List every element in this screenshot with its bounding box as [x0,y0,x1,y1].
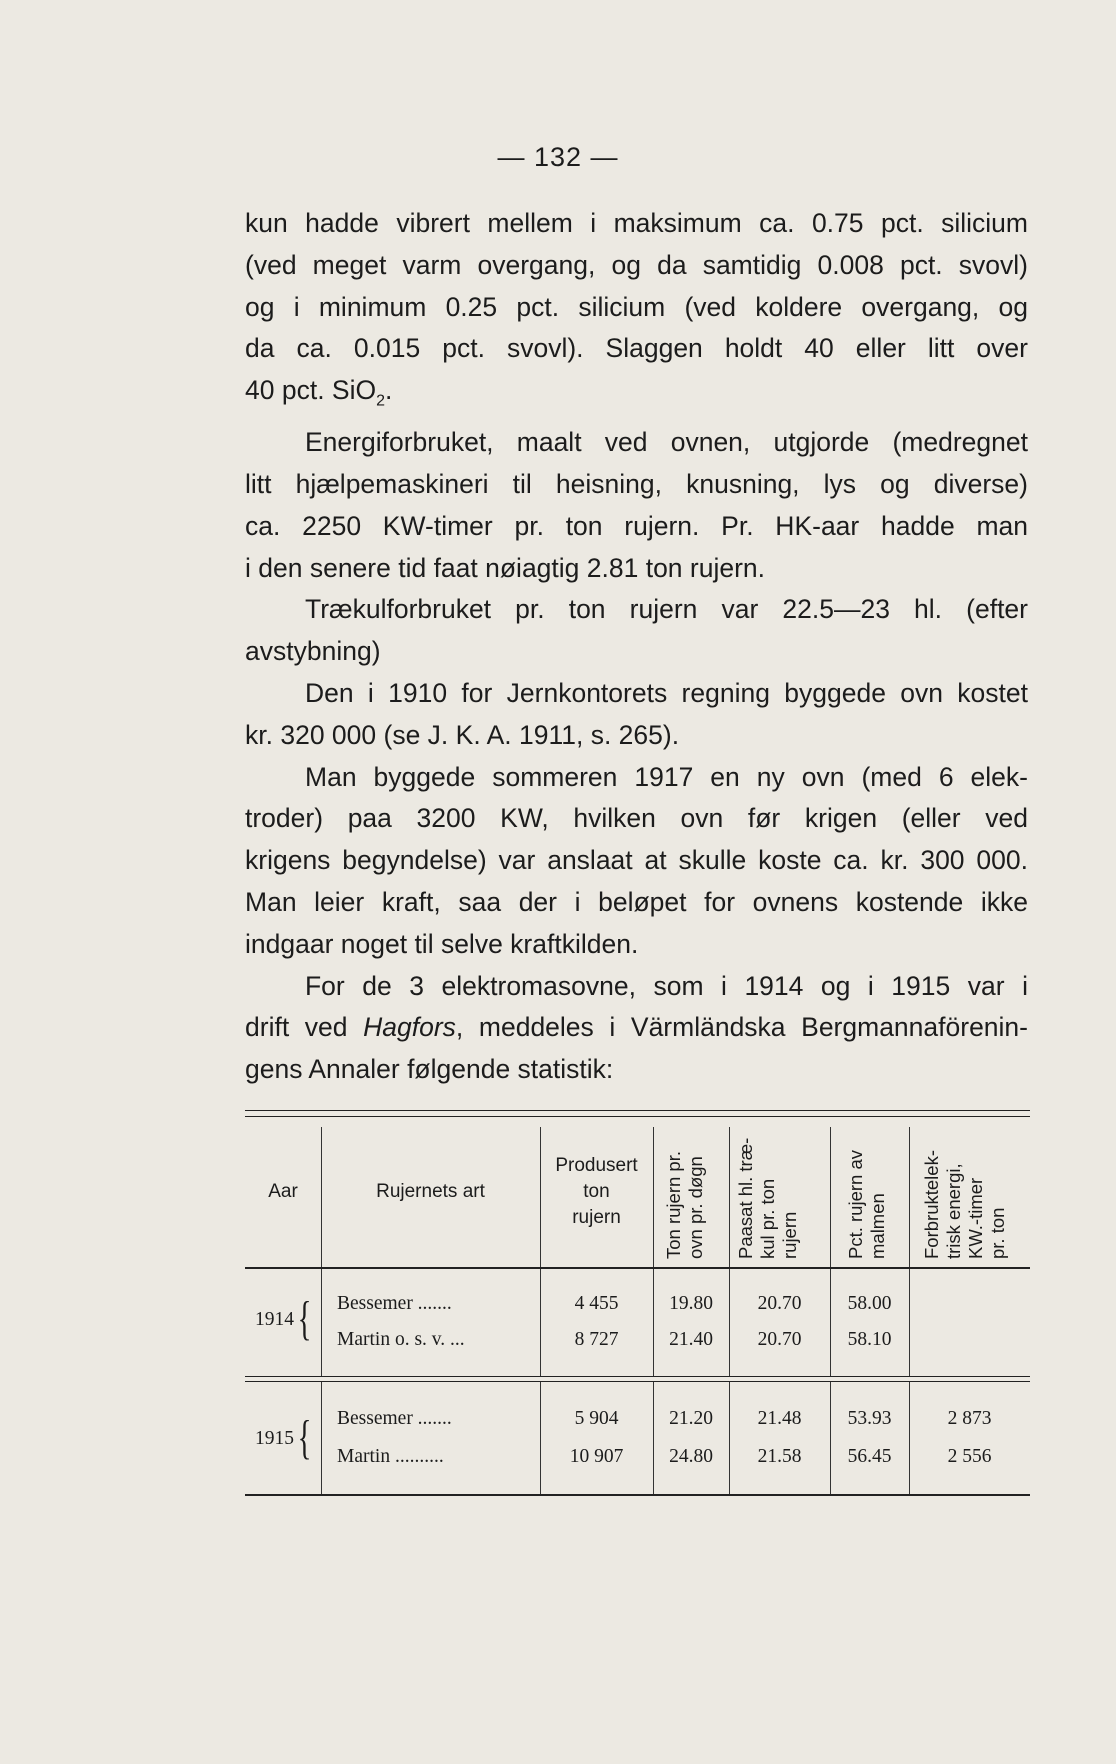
table-group-1914 [245,1269,1030,1377]
paragraph-6 [245,966,1028,1091]
text-line: avstybning) [245,636,381,667]
header-line: ovn pr. døgn [685,1156,706,1259]
text-line: i den senere tid faat nøiagtig 2.81 ton rujern. [245,552,766,583]
cell-traekul: 21.48 [757,1408,802,1429]
paragraph-1 [245,203,1028,422]
cell-art: Bessemer ....... [337,1408,452,1429]
column-divider [729,1269,730,1376]
cell-traekul: 21.58 [757,1446,802,1467]
header-line: Forbruktelek- [921,1150,942,1259]
text-line: Man byggede sommeren 1917 en ny ovn (med 6 elek- [305,761,1028,792]
header-line: Paasat hl. træ- [735,1137,756,1259]
header-line: pr. ton [987,1207,1008,1259]
text-line: da ca. 0.015 pct. svovl). Slaggen holdt 40 eller litt over [245,333,1028,364]
cell-pct: 53.93 [847,1408,892,1429]
cell-produsert: 5 904 [574,1408,619,1429]
table-header [245,1117,1030,1269]
column-divider [909,1127,910,1267]
cell-ton-dogn: 21.40 [669,1329,713,1350]
paragraph-3 [245,589,1028,673]
column-divider [909,1269,910,1376]
cell-art: Bessemer ....... [337,1293,452,1314]
text-line: Den i 1910 for Jernkontorets regning byggede ovn kostet [305,678,1028,709]
column-divider [729,1382,730,1494]
text-line: Energiforbruket, maalt ved ovnen, utgjorde (medregnet [305,427,1028,458]
header-rujernets-art: Rujernets art [376,1181,485,1202]
cell-energi: 2 556 [947,1446,992,1467]
column-divider [909,1382,910,1494]
header-energi [921,1127,1009,1259]
header-line: rujern [572,1207,621,1228]
text-line: Man leier kraft, saa der i beløpet for ovnens kostende ikke [245,887,1028,918]
cell-pct: 56.45 [847,1446,892,1467]
text-line: gens Annaler følgende statistik: [245,1054,614,1085]
text-line [245,370,1028,422]
text-line: krigens begyndelse) var anslaat at skulle koste ca. kr. 300 000. [245,845,1028,876]
text-line: For de 3 elektromasovne, som i 1914 og i 1915 var i [305,970,1028,1001]
column-divider [321,1269,322,1376]
body-text [245,203,1028,1091]
header-line: Pct. rujern av [845,1150,866,1259]
header-line: trisk energi, [943,1163,964,1259]
paragraph-5 [245,757,1028,966]
table-top-rule [245,1110,1030,1117]
text-fragment: . [385,375,393,406]
column-divider [653,1269,654,1376]
header-produsert [540,1117,653,1267]
text-line [245,1007,1028,1049]
text-line: indgaar noget til selve kraftkilden. [245,928,639,959]
page-number: — 132 — [497,142,619,172]
text-line: og i minimum 0.25 pct. silicium (ved koldere overgang, og [245,291,1028,322]
year-cell: 1915 [255,1428,294,1449]
cell-produsert: 4 455 [574,1293,619,1314]
header-aar: Aar [268,1181,298,1202]
column-divider [830,1382,831,1494]
header-line: rujern [779,1211,800,1259]
cell-energi: 2 873 [947,1408,992,1429]
cell-produsert: 8 727 [574,1329,619,1350]
text-line: kr. 320 000 (se J. K. A. 1911, s. 265). [245,719,680,750]
text-line: ca. 2250 KW-timer pr. ton rujern. Pr. HK-aar hadde man [245,510,1028,541]
header-line: ton [583,1181,610,1202]
column-divider [729,1127,730,1267]
text-line: litt hjælpemaskineri til heisning, knusning, lys og diverse) [245,469,1028,500]
column-divider [653,1127,654,1267]
column-divider [540,1269,541,1376]
header-line: Produsert [555,1155,638,1176]
header-ton-per-dogn [663,1127,707,1259]
table-group-1915 [245,1382,1030,1496]
cell-ton-dogn: 24.80 [669,1446,713,1467]
text-line: Trækulforbruket pr. ton rujern var 22.5—23 hl. (efter [305,594,1028,625]
column-divider [321,1382,322,1494]
text-fragment: , meddeles i Värmländska Bergmannaförenin- [455,1012,1028,1043]
column-divider [830,1127,831,1267]
year-cell: 1914 [255,1309,294,1330]
text-line: kun hadde vibrert mellem i maksimum ca. 0.75 pct. silicium [245,208,1028,238]
paragraph-2 [245,422,1028,589]
header-line: kul pr. ton [757,1178,778,1259]
cell-traekul: 20.70 [757,1293,802,1314]
cell-art: Martin .......... [337,1446,444,1467]
text-fragment: 40 pct. SiO [245,375,377,406]
cell-ton-dogn: 19.80 [669,1293,713,1314]
text-fragment: drift ved [245,1012,364,1043]
header-traekul [735,1127,801,1259]
header-line: KW.-timer [965,1177,986,1259]
column-divider [653,1382,654,1494]
paragraph-4 [245,673,1028,757]
header-line: malmen [867,1193,888,1259]
brace: { [297,1411,312,1464]
cell-pct: 58.00 [847,1293,892,1314]
brace: { [297,1292,312,1345]
text-line: (ved meget varm overgang, og da samtidig 0.008 pct. svovl) [245,249,1028,280]
header-line: Ton rujern pr. [663,1151,684,1259]
place-name: Hagfors [363,1012,456,1043]
cell-art: Martin o. s. v. ... [337,1329,465,1350]
cell-produsert: 10 907 [569,1446,624,1467]
header-pct-rujern [845,1127,889,1259]
cell-traekul: 20.70 [757,1329,802,1350]
cell-pct: 58.10 [847,1329,892,1350]
cell-ton-dogn: 21.20 [669,1408,713,1429]
column-divider [830,1269,831,1376]
statistics-table [245,1110,1030,1496]
subscript: 2 [376,392,385,410]
column-divider [540,1382,541,1494]
text-line: troder) paa 3200 KW, hvilken ovn før krigen (eller ved [245,803,1028,834]
